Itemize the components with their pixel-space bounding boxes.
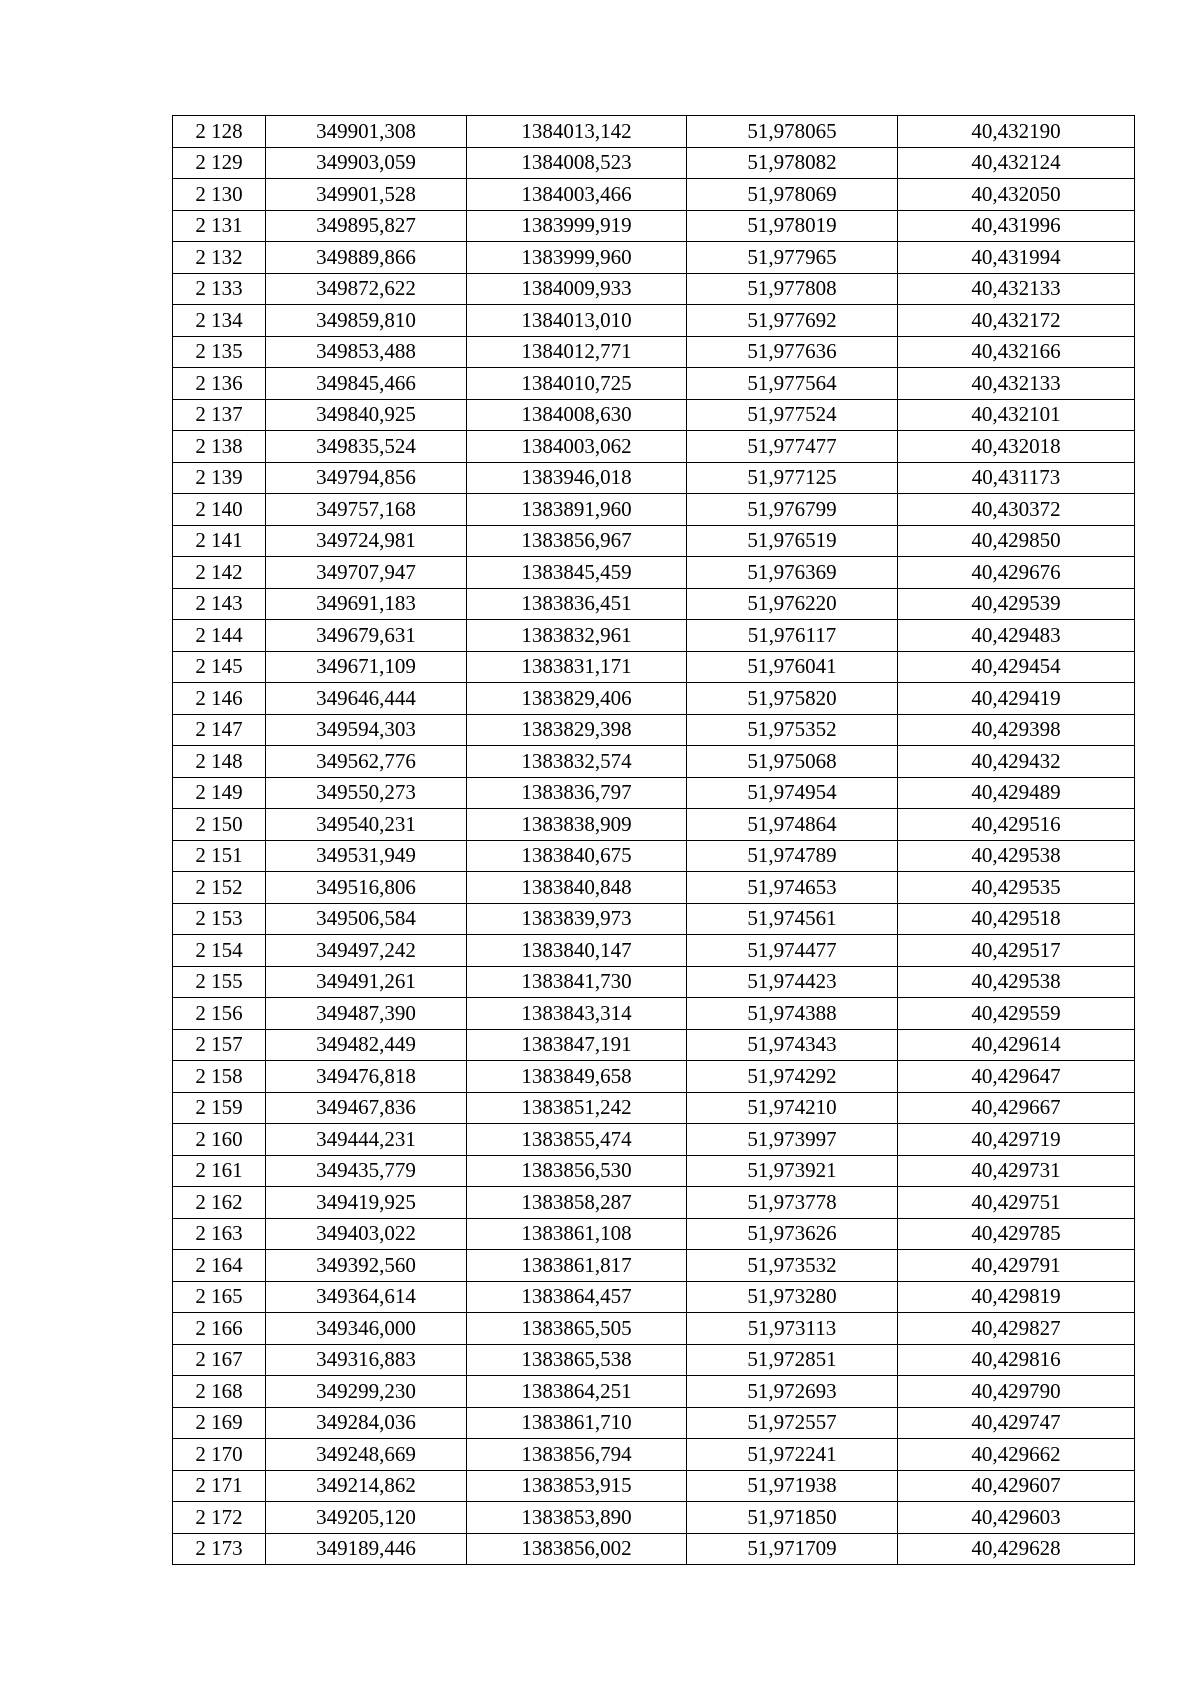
point-number-cell: 2 160	[173, 1124, 266, 1156]
coord-y-cell: 1383856,794	[467, 1439, 687, 1471]
latitude-cell: 51,973113	[687, 1313, 898, 1345]
table-row	[173, 809, 1135, 841]
table-row	[173, 651, 1135, 683]
table-row	[173, 399, 1135, 431]
longitude-cell: 40,429747	[898, 1407, 1135, 1439]
coord-x-cell: 349845,466	[266, 368, 467, 400]
longitude-cell: 40,429538	[898, 966, 1135, 998]
coord-y-cell: 1383843,314	[467, 998, 687, 1030]
longitude-cell: 40,432101	[898, 399, 1135, 431]
coord-y-cell: 1383845,459	[467, 557, 687, 589]
coordinates-table-body	[173, 116, 1135, 1565]
longitude-cell: 40,429751	[898, 1187, 1135, 1219]
latitude-cell: 51,973532	[687, 1250, 898, 1282]
latitude-cell: 51,972557	[687, 1407, 898, 1439]
point-number-cell: 2 140	[173, 494, 266, 526]
longitude-cell: 40,429819	[898, 1281, 1135, 1313]
point-number-cell: 2 132	[173, 242, 266, 274]
longitude-cell: 40,429603	[898, 1502, 1135, 1534]
point-number-cell: 2 159	[173, 1092, 266, 1124]
latitude-cell: 51,977477	[687, 431, 898, 463]
point-number-cell: 2 146	[173, 683, 266, 715]
coord-x-cell: 349299,230	[266, 1376, 467, 1408]
coord-y-cell: 1383858,287	[467, 1187, 687, 1219]
coord-y-cell: 1383891,960	[467, 494, 687, 526]
longitude-cell: 40,429827	[898, 1313, 1135, 1345]
coord-x-cell: 349392,560	[266, 1250, 467, 1282]
table-row	[173, 935, 1135, 967]
table-row	[173, 1344, 1135, 1376]
point-number-cell: 2 149	[173, 777, 266, 809]
point-number-cell: 2 161	[173, 1155, 266, 1187]
latitude-cell: 51,976220	[687, 588, 898, 620]
coord-x-cell: 349691,183	[266, 588, 467, 620]
coord-y-cell: 1383853,915	[467, 1470, 687, 1502]
coord-x-cell: 349671,109	[266, 651, 467, 683]
point-number-cell: 2 172	[173, 1502, 266, 1534]
coord-y-cell: 1384003,466	[467, 179, 687, 211]
table-row	[173, 210, 1135, 242]
coord-x-cell: 349482,449	[266, 1029, 467, 1061]
coord-x-cell: 349895,827	[266, 210, 467, 242]
point-number-cell: 2 171	[173, 1470, 266, 1502]
point-number-cell: 2 131	[173, 210, 266, 242]
table-row	[173, 872, 1135, 904]
coord-x-cell: 349491,261	[266, 966, 467, 998]
longitude-cell: 40,429790	[898, 1376, 1135, 1408]
table-row	[173, 179, 1135, 211]
latitude-cell: 51,976519	[687, 525, 898, 557]
coord-x-cell: 349189,446	[266, 1533, 467, 1565]
coord-x-cell: 349594,303	[266, 714, 467, 746]
coord-x-cell: 349540,231	[266, 809, 467, 841]
coord-x-cell: 349835,524	[266, 431, 467, 463]
coord-x-cell: 349757,168	[266, 494, 467, 526]
coord-y-cell: 1383861,108	[467, 1218, 687, 1250]
longitude-cell: 40,432133	[898, 368, 1135, 400]
latitude-cell: 51,978069	[687, 179, 898, 211]
longitude-cell: 40,429676	[898, 557, 1135, 589]
coord-x-cell: 349903,059	[266, 147, 467, 179]
coord-y-cell: 1383861,710	[467, 1407, 687, 1439]
point-number-cell: 2 138	[173, 431, 266, 463]
table-row	[173, 242, 1135, 274]
longitude-cell: 40,429731	[898, 1155, 1135, 1187]
point-number-cell: 2 158	[173, 1061, 266, 1093]
point-number-cell: 2 133	[173, 273, 266, 305]
point-number-cell: 2 128	[173, 116, 266, 148]
coord-y-cell: 1384008,523	[467, 147, 687, 179]
table-row	[173, 777, 1135, 809]
coord-x-cell: 349853,488	[266, 336, 467, 368]
latitude-cell: 51,976369	[687, 557, 898, 589]
latitude-cell: 51,978082	[687, 147, 898, 179]
coordinates-table	[172, 115, 1135, 1565]
coord-y-cell: 1383832,574	[467, 746, 687, 778]
coord-y-cell: 1383999,919	[467, 210, 687, 242]
coord-x-cell: 349435,779	[266, 1155, 467, 1187]
table-row	[173, 683, 1135, 715]
longitude-cell: 40,429719	[898, 1124, 1135, 1156]
coord-x-cell: 349284,036	[266, 1407, 467, 1439]
latitude-cell: 51,972693	[687, 1376, 898, 1408]
coord-x-cell: 349872,622	[266, 273, 467, 305]
longitude-cell: 40,429647	[898, 1061, 1135, 1093]
coord-x-cell: 349901,528	[266, 179, 467, 211]
coord-y-cell: 1383847,191	[467, 1029, 687, 1061]
latitude-cell: 51,974954	[687, 777, 898, 809]
coord-y-cell: 1383864,457	[467, 1281, 687, 1313]
point-number-cell: 2 173	[173, 1533, 266, 1565]
point-number-cell: 2 169	[173, 1407, 266, 1439]
latitude-cell: 51,975068	[687, 746, 898, 778]
point-number-cell: 2 167	[173, 1344, 266, 1376]
longitude-cell: 40,429398	[898, 714, 1135, 746]
coord-x-cell: 349679,631	[266, 620, 467, 652]
point-number-cell: 2 142	[173, 557, 266, 589]
latitude-cell: 51,975820	[687, 683, 898, 715]
longitude-cell: 40,429614	[898, 1029, 1135, 1061]
coord-x-cell: 349794,856	[266, 462, 467, 494]
coord-y-cell: 1383849,658	[467, 1061, 687, 1093]
point-number-cell: 2 145	[173, 651, 266, 683]
coord-y-cell: 1384010,725	[467, 368, 687, 400]
table-row	[173, 903, 1135, 935]
coord-y-cell: 1383840,675	[467, 840, 687, 872]
coord-y-cell: 1383999,960	[467, 242, 687, 274]
point-number-cell: 2 130	[173, 179, 266, 211]
longitude-cell: 40,429667	[898, 1092, 1135, 1124]
latitude-cell: 51,976041	[687, 651, 898, 683]
coord-x-cell: 349550,273	[266, 777, 467, 809]
longitude-cell: 40,429535	[898, 872, 1135, 904]
latitude-cell: 51,974292	[687, 1061, 898, 1093]
point-number-cell: 2 164	[173, 1250, 266, 1282]
table-row	[173, 557, 1135, 589]
coord-y-cell: 1383864,251	[467, 1376, 687, 1408]
table-row	[173, 966, 1135, 998]
longitude-cell: 40,429850	[898, 525, 1135, 557]
table-row	[173, 1533, 1135, 1565]
table-row	[173, 116, 1135, 148]
latitude-cell: 51,972241	[687, 1439, 898, 1471]
latitude-cell: 51,974561	[687, 903, 898, 935]
longitude-cell: 40,429538	[898, 840, 1135, 872]
coord-x-cell: 349214,862	[266, 1470, 467, 1502]
longitude-cell: 40,432050	[898, 179, 1135, 211]
table-row	[173, 1155, 1135, 1187]
latitude-cell: 51,977524	[687, 399, 898, 431]
coord-x-cell: 349476,818	[266, 1061, 467, 1093]
latitude-cell: 51,974388	[687, 998, 898, 1030]
table-row	[173, 1029, 1135, 1061]
table-row	[173, 1061, 1135, 1093]
latitude-cell: 51,973626	[687, 1218, 898, 1250]
point-number-cell: 2 139	[173, 462, 266, 494]
coord-x-cell: 349346,000	[266, 1313, 467, 1345]
table-row	[173, 494, 1135, 526]
coord-y-cell: 1383838,909	[467, 809, 687, 841]
latitude-cell: 51,972851	[687, 1344, 898, 1376]
longitude-cell: 40,429419	[898, 683, 1135, 715]
point-number-cell: 2 163	[173, 1218, 266, 1250]
longitude-cell: 40,429539	[898, 588, 1135, 620]
point-number-cell: 2 168	[173, 1376, 266, 1408]
table-row	[173, 1124, 1135, 1156]
latitude-cell: 51,974653	[687, 872, 898, 904]
latitude-cell: 51,974477	[687, 935, 898, 967]
point-number-cell: 2 153	[173, 903, 266, 935]
coord-x-cell: 349646,444	[266, 683, 467, 715]
longitude-cell: 40,430372	[898, 494, 1135, 526]
longitude-cell: 40,429628	[898, 1533, 1135, 1565]
coord-y-cell: 1384008,630	[467, 399, 687, 431]
longitude-cell: 40,432124	[898, 147, 1135, 179]
point-number-cell: 2 162	[173, 1187, 266, 1219]
coord-y-cell: 1384012,771	[467, 336, 687, 368]
coord-y-cell: 1383861,817	[467, 1250, 687, 1282]
longitude-cell: 40,429483	[898, 620, 1135, 652]
point-number-cell: 2 135	[173, 336, 266, 368]
table-row	[173, 431, 1135, 463]
point-number-cell: 2 147	[173, 714, 266, 746]
coord-x-cell: 349889,866	[266, 242, 467, 274]
point-number-cell: 2 157	[173, 1029, 266, 1061]
coord-y-cell: 1383836,797	[467, 777, 687, 809]
table-row	[173, 1313, 1135, 1345]
point-number-cell: 2 148	[173, 746, 266, 778]
longitude-cell: 40,431173	[898, 462, 1135, 494]
longitude-cell: 40,431996	[898, 210, 1135, 242]
coord-x-cell: 349562,776	[266, 746, 467, 778]
coord-y-cell: 1384013,010	[467, 305, 687, 337]
table-row	[173, 147, 1135, 179]
point-number-cell: 2 150	[173, 809, 266, 841]
latitude-cell: 51,977808	[687, 273, 898, 305]
table-row	[173, 368, 1135, 400]
table-row	[173, 840, 1135, 872]
coord-y-cell: 1384003,062	[467, 431, 687, 463]
table-row	[173, 462, 1135, 494]
point-number-cell: 2 137	[173, 399, 266, 431]
coord-y-cell: 1383829,398	[467, 714, 687, 746]
table-row	[173, 746, 1135, 778]
longitude-cell: 40,429662	[898, 1439, 1135, 1471]
coord-y-cell: 1383946,018	[467, 462, 687, 494]
latitude-cell: 51,976117	[687, 620, 898, 652]
coord-x-cell: 349506,584	[266, 903, 467, 935]
point-number-cell: 2 156	[173, 998, 266, 1030]
longitude-cell: 40,429559	[898, 998, 1135, 1030]
coord-y-cell: 1383853,890	[467, 1502, 687, 1534]
coord-x-cell: 349403,022	[266, 1218, 467, 1250]
point-number-cell: 2 170	[173, 1439, 266, 1471]
table-row	[173, 588, 1135, 620]
table-row	[173, 1092, 1135, 1124]
table-row	[173, 998, 1135, 1030]
latitude-cell: 51,976799	[687, 494, 898, 526]
latitude-cell: 51,974343	[687, 1029, 898, 1061]
point-number-cell: 2 129	[173, 147, 266, 179]
coord-x-cell: 349467,836	[266, 1092, 467, 1124]
longitude-cell: 40,429432	[898, 746, 1135, 778]
point-number-cell: 2 151	[173, 840, 266, 872]
coord-y-cell: 1383856,530	[467, 1155, 687, 1187]
latitude-cell: 51,977692	[687, 305, 898, 337]
coord-y-cell: 1383856,967	[467, 525, 687, 557]
latitude-cell: 51,978065	[687, 116, 898, 148]
coord-x-cell: 349707,947	[266, 557, 467, 589]
coord-x-cell: 349419,925	[266, 1187, 467, 1219]
longitude-cell: 40,432190	[898, 116, 1135, 148]
coord-x-cell: 349497,242	[266, 935, 467, 967]
coord-y-cell: 1383840,848	[467, 872, 687, 904]
table-row	[173, 1187, 1135, 1219]
latitude-cell: 51,977564	[687, 368, 898, 400]
coord-x-cell: 349901,308	[266, 116, 467, 148]
longitude-cell: 40,429517	[898, 935, 1135, 967]
longitude-cell: 40,432166	[898, 336, 1135, 368]
point-number-cell: 2 136	[173, 368, 266, 400]
longitude-cell: 40,432172	[898, 305, 1135, 337]
coord-x-cell: 349248,669	[266, 1439, 467, 1471]
latitude-cell: 51,977965	[687, 242, 898, 274]
coord-y-cell: 1383856,002	[467, 1533, 687, 1565]
latitude-cell: 51,977636	[687, 336, 898, 368]
coord-y-cell: 1383836,451	[467, 588, 687, 620]
point-number-cell: 2 144	[173, 620, 266, 652]
table-row	[173, 273, 1135, 305]
coord-y-cell: 1384009,933	[467, 273, 687, 305]
table-row	[173, 1407, 1135, 1439]
longitude-cell: 40,432133	[898, 273, 1135, 305]
coord-x-cell: 349316,883	[266, 1344, 467, 1376]
table-row	[173, 336, 1135, 368]
coord-x-cell: 349205,120	[266, 1502, 467, 1534]
longitude-cell: 40,429607	[898, 1470, 1135, 1502]
latitude-cell: 51,973280	[687, 1281, 898, 1313]
coord-x-cell: 349444,231	[266, 1124, 467, 1156]
coord-x-cell: 349487,390	[266, 998, 467, 1030]
coord-y-cell: 1383829,406	[467, 683, 687, 715]
table-row	[173, 525, 1135, 557]
latitude-cell: 51,971709	[687, 1533, 898, 1565]
coord-x-cell: 349840,925	[266, 399, 467, 431]
coord-x-cell: 349531,949	[266, 840, 467, 872]
point-number-cell: 2 152	[173, 872, 266, 904]
latitude-cell: 51,973778	[687, 1187, 898, 1219]
table-row	[173, 1376, 1135, 1408]
coord-y-cell: 1383832,961	[467, 620, 687, 652]
coord-y-cell: 1384013,142	[467, 116, 687, 148]
table-row	[173, 620, 1135, 652]
table-row	[173, 1502, 1135, 1534]
latitude-cell: 51,973997	[687, 1124, 898, 1156]
longitude-cell: 40,431994	[898, 242, 1135, 274]
coord-y-cell: 1383831,171	[467, 651, 687, 683]
coord-x-cell: 349859,810	[266, 305, 467, 337]
table-row	[173, 305, 1135, 337]
point-number-cell: 2 143	[173, 588, 266, 620]
coord-y-cell: 1383865,538	[467, 1344, 687, 1376]
coord-x-cell: 349724,981	[266, 525, 467, 557]
coord-x-cell: 349516,806	[266, 872, 467, 904]
longitude-cell: 40,429518	[898, 903, 1135, 935]
point-number-cell: 2 154	[173, 935, 266, 967]
latitude-cell: 51,978019	[687, 210, 898, 242]
longitude-cell: 40,429785	[898, 1218, 1135, 1250]
longitude-cell: 40,432018	[898, 431, 1135, 463]
coord-y-cell: 1383840,147	[467, 935, 687, 967]
latitude-cell: 51,974210	[687, 1092, 898, 1124]
longitude-cell: 40,429791	[898, 1250, 1135, 1282]
point-number-cell: 2 166	[173, 1313, 266, 1345]
point-number-cell: 2 155	[173, 966, 266, 998]
table-row	[173, 1439, 1135, 1471]
coord-x-cell: 349364,614	[266, 1281, 467, 1313]
table-row	[173, 1281, 1135, 1313]
latitude-cell: 51,971850	[687, 1502, 898, 1534]
coord-y-cell: 1383865,505	[467, 1313, 687, 1345]
longitude-cell: 40,429816	[898, 1344, 1135, 1376]
latitude-cell: 51,975352	[687, 714, 898, 746]
point-number-cell: 2 141	[173, 525, 266, 557]
point-number-cell: 2 165	[173, 1281, 266, 1313]
table-row	[173, 1250, 1135, 1282]
longitude-cell: 40,429489	[898, 777, 1135, 809]
latitude-cell: 51,974864	[687, 809, 898, 841]
coord-y-cell: 1383855,474	[467, 1124, 687, 1156]
table-row	[173, 1218, 1135, 1250]
latitude-cell: 51,974789	[687, 840, 898, 872]
longitude-cell: 40,429516	[898, 809, 1135, 841]
table-row	[173, 714, 1135, 746]
coord-y-cell: 1383851,242	[467, 1092, 687, 1124]
point-number-cell: 2 134	[173, 305, 266, 337]
coord-y-cell: 1383841,730	[467, 966, 687, 998]
latitude-cell: 51,973921	[687, 1155, 898, 1187]
table-row	[173, 1470, 1135, 1502]
coord-y-cell: 1383839,973	[467, 903, 687, 935]
latitude-cell: 51,974423	[687, 966, 898, 998]
latitude-cell: 51,971938	[687, 1470, 898, 1502]
longitude-cell: 40,429454	[898, 651, 1135, 683]
latitude-cell: 51,977125	[687, 462, 898, 494]
